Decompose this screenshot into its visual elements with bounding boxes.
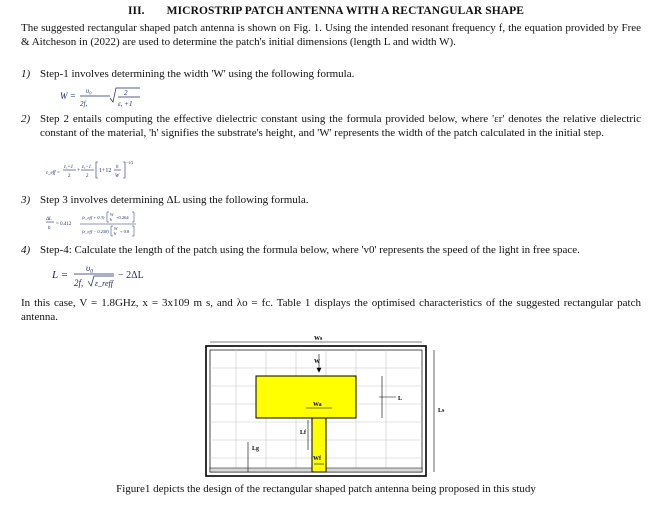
svg-text:ε_eff =: ε_eff = xyxy=(46,171,61,176)
radiating-patch xyxy=(256,376,356,418)
step-1 xyxy=(21,68,641,82)
svg-text:h: h xyxy=(116,165,119,170)
label-w: W xyxy=(314,359,320,365)
svg-text:+ 0.8: + 0.8 xyxy=(120,229,130,234)
step-3 xyxy=(21,194,641,208)
svg-text:− 2ΔL: − 2ΔL xyxy=(118,270,144,281)
equation-width xyxy=(60,84,150,112)
equation-length xyxy=(52,260,162,292)
svg-text:+: + xyxy=(77,168,81,174)
svg-text:h: h xyxy=(110,217,112,222)
svg-text:W: W xyxy=(114,226,118,231)
equation-delta-l-render xyxy=(46,210,166,240)
equation-delta-l xyxy=(46,210,166,240)
svg-text:h: h xyxy=(114,231,116,236)
step-text: Step-1 involves determining the width 'W' using the following formula. xyxy=(40,68,355,80)
step-text: Step-4: Calculate the length of the patch using the formula below, where 'v0' represents the speed of the light in free space. xyxy=(40,244,580,256)
equation-length-render xyxy=(52,260,162,292)
step-index: 1) xyxy=(21,68,31,80)
svg-text:ε_reff: ε_reff xyxy=(95,279,113,288)
equation-width-render xyxy=(60,84,150,112)
svg-text:2: 2 xyxy=(68,174,71,179)
svg-text:W =: W = xyxy=(60,91,76,101)
step-text: Step 3 involves determining ΔL using the following formula. xyxy=(40,194,309,206)
intro-paragraph: The suggested rectangular shaped patch antenna is shown on Fig. 1. Using the intended resonant frequency f, the equation provided by Free & Aitcheson in (2022) are used to determine the patch's initial dimensions (length L and width W). xyxy=(21,22,641,48)
equation-effective-dielectric-render xyxy=(46,158,156,186)
svg-text:2f,: 2f, xyxy=(74,278,84,288)
antenna-figure xyxy=(196,330,452,480)
svg-text:+0.264: +0.264 xyxy=(116,215,129,220)
svg-text:(ε_eff + 0.3): (ε_eff + 0.3) xyxy=(82,215,105,220)
svg-text:h: h xyxy=(48,226,51,231)
figure-caption: Figure1 depicts the design of the rectangular shaped patch antenna being proposed in this study xyxy=(116,483,536,495)
label-lf: Lf xyxy=(300,430,306,436)
svg-text:L =: L = xyxy=(52,269,69,281)
svg-text:W: W xyxy=(110,212,114,217)
svg-text:ε, +1: ε, +1 xyxy=(118,100,133,108)
svg-text:−1/2: −1/2 xyxy=(126,160,134,165)
step-index: 3) xyxy=(21,194,31,206)
step-index: 2) xyxy=(21,113,31,125)
svg-text:ε,+1: ε,+1 xyxy=(64,165,74,170)
svg-text:ε,−1: ε,−1 xyxy=(82,165,92,170)
step-text: Step 2 entails computing the effective dielectric constant using the formula provided below, where 'εr' denotes the relative dielectric constant of the material, 'h' signifies the substrate's height, and 'W' represents the width of the patch calculated in the initial step. xyxy=(40,113,641,139)
label-ws: Ws xyxy=(314,336,323,342)
closing-paragraph: In this case, V = 1.8GHz, x = 3x109 m s, and λo = fc. Table 1 displays the optimised characteristics of the suggested rectangular patch antenna. xyxy=(21,297,641,323)
label-l: L xyxy=(398,396,403,402)
equation-effective-dielectric xyxy=(46,158,156,186)
antenna-diagram xyxy=(196,330,452,480)
svg-text:2f,: 2f, xyxy=(80,100,88,108)
label-lg: Lg xyxy=(252,446,260,452)
label-wa: Wa xyxy=(313,402,322,408)
section-number: III. xyxy=(127,5,145,17)
label-wf: Wf xyxy=(313,456,321,462)
section-title: MICROSTRIP PATCH ANTENNA WITH A RECTANGULAR SHAPE xyxy=(166,5,525,17)
svg-text:1+12: 1+12 xyxy=(99,168,112,174)
step-4 xyxy=(21,244,641,258)
svg-text:(ε_eff − 0.258): (ε_eff − 0.258) xyxy=(82,229,109,234)
step-2 xyxy=(21,113,641,155)
step-index: 4) xyxy=(21,244,31,256)
section-heading xyxy=(0,5,652,17)
svg-text:ΔL: ΔL xyxy=(46,217,52,222)
svg-text:υ₀: υ₀ xyxy=(86,87,92,95)
svg-text:2: 2 xyxy=(86,174,89,179)
label-ls: Ls xyxy=(438,408,445,414)
svg-text:= 0.412: = 0.412 xyxy=(56,222,72,227)
svg-text:υ₀: υ₀ xyxy=(86,263,94,273)
svg-text:W: W xyxy=(115,174,120,179)
svg-text:2: 2 xyxy=(124,89,128,97)
